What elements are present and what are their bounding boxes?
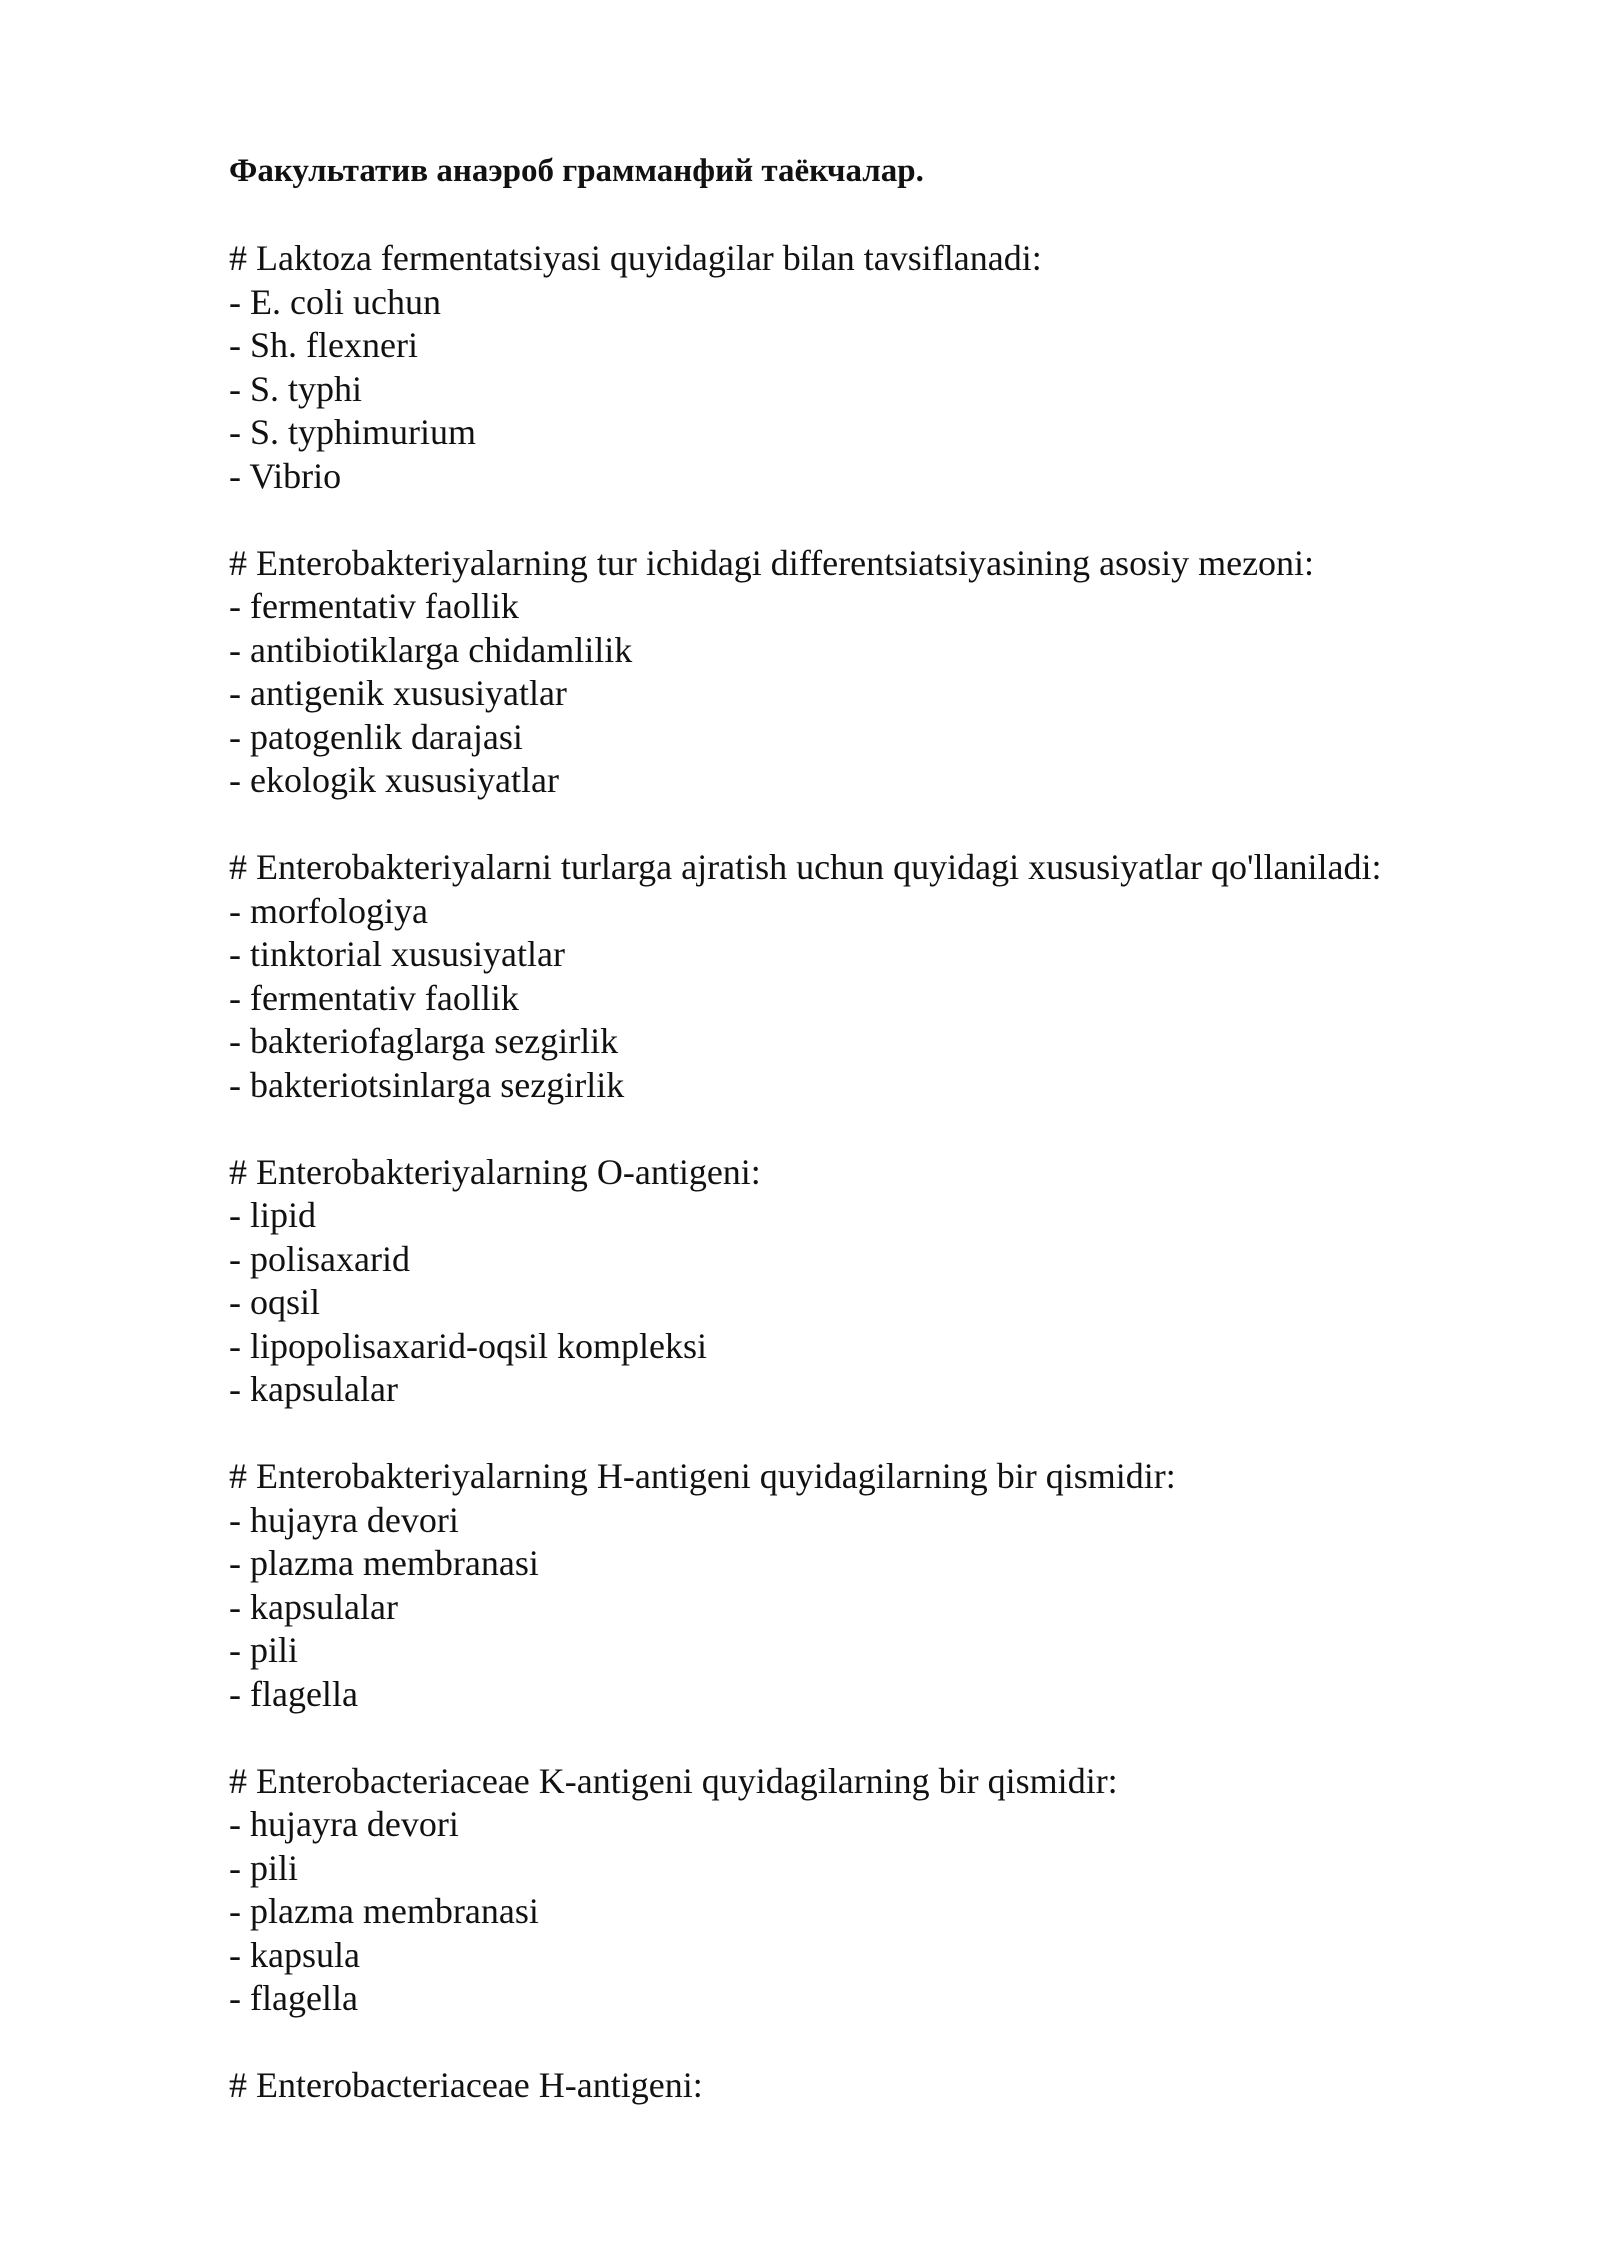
answer-option: - oqsil <box>229 1282 321 1322</box>
question-block <box>229 846 1529 1107</box>
answer-option: - bakteriotsinlarga sezgirlik <box>229 1064 625 1105</box>
answer-option: - morfologiya <box>229 890 428 931</box>
answer-option: - ekologik xususiyatlar <box>229 760 559 800</box>
answer-option: - E. coli uchun <box>229 281 441 322</box>
answer-option: - Vibrio <box>229 455 342 496</box>
answer-option: - tinktorial xususiyatlar <box>229 934 565 974</box>
question-prompt: # Enterobakteriyalarning tur ichidagi differentsiatsiyasining asosiy mezoni: <box>229 542 1315 583</box>
answer-option: - antibiotiklarga chidamlilik <box>229 629 633 670</box>
answer-option: - Sh. flexneri <box>229 325 418 365</box>
answer-option: - fermentativ faollik <box>229 977 519 1018</box>
question-prompt: # Enterobakteriyalarning O-antigeni: <box>229 1151 761 1192</box>
answer-option: - fermentativ faollik <box>229 586 519 626</box>
answer-option: - flagella <box>229 1978 358 2018</box>
answer-option: - kapsulalar <box>229 1586 398 1627</box>
answer-option: - hujayra devori <box>229 1499 459 1540</box>
answer-option: - flagella <box>229 1673 358 1714</box>
question-block <box>229 237 1529 498</box>
answer-option: - antigenik xususiyatlar <box>229 673 567 713</box>
question-prompt: # Laktoza fermentatsiyasi quyidagilar bilan tavsiflanadi: <box>229 238 1042 278</box>
question-prompt: # Enterobacteriaceae H-antigeni: <box>229 2065 703 2105</box>
question-block <box>229 542 1529 803</box>
question-block <box>229 1760 1529 2021</box>
answer-option: - S. typhi <box>229 368 363 409</box>
answer-option: - hujayra devori <box>229 1804 459 1844</box>
answer-option: - pili <box>229 1847 298 1888</box>
question-block <box>229 1151 1529 1412</box>
answer-option: - plazma membranasi <box>229 1891 539 1931</box>
question-prompt: # Enterobakteriyalarning H-antigeni quyidagilarning bir qismidir: <box>229 1456 1176 1496</box>
document-content <box>229 150 1529 2151</box>
answer-option: - lipid <box>229 1195 316 1235</box>
answer-option: - kapsulalar <box>229 1369 398 1409</box>
answer-option: - S. typhimurium <box>229 412 477 452</box>
answer-option: - patogenlik darajasi <box>229 716 523 757</box>
question-prompt: # Enterobakteriyalarni turlarga ajratish uchun quyidagi xususiyatlar qo'llaniladi: <box>229 847 1382 887</box>
question-block <box>229 2064 1529 2108</box>
answer-option: - bakteriofaglarga sezgirlik <box>229 1021 619 1061</box>
question-prompt: # Enterobacteriaceae K-antigeni quyidagilarning bir qismidir: <box>229 1760 1118 1801</box>
answer-option: - kapsula <box>229 1934 360 1975</box>
answer-option: - lipopolisaxarid-oqsil kompleksi <box>229 1325 707 1366</box>
answer-option: - plazma membranasi <box>229 1543 539 1583</box>
answer-option: - pili <box>229 1630 298 1670</box>
document-title: Факультатив анаэроб грамманфий таёкчалар. <box>229 153 924 189</box>
answer-option: - polisaxarid <box>229 1238 410 1279</box>
question-block <box>229 1455 1529 1716</box>
